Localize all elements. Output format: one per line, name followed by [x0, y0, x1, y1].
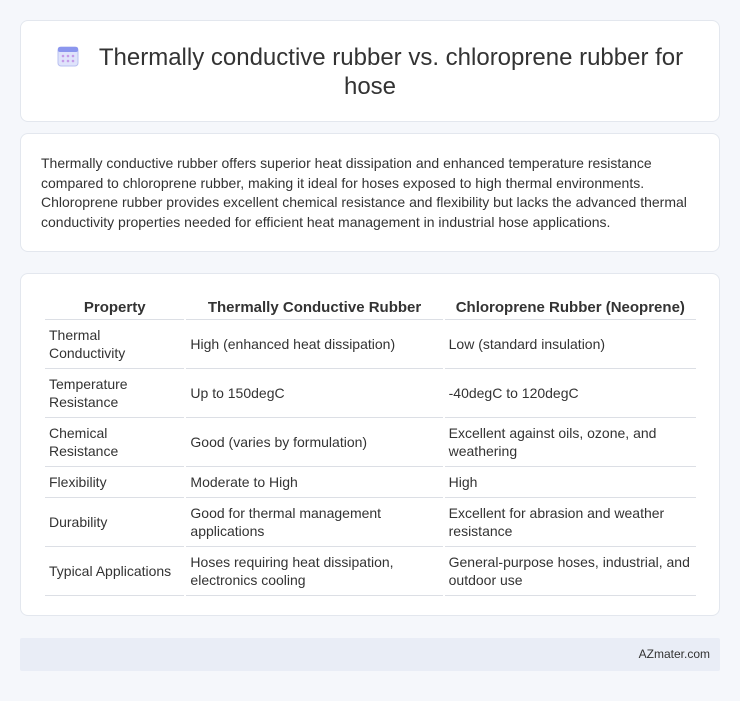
property-cell: Temperature Resistance: [45, 369, 184, 418]
property-cell: Durability: [45, 498, 184, 547]
property-cell: Thermal Conductivity: [45, 320, 184, 369]
header-chloroprene: Chloroprene Rubber (Neoprene): [445, 296, 696, 320]
thermally-conductive-cell: Hoses requiring heat dissipation, electronics cooling: [186, 547, 442, 596]
thermally-conductive-cell: High (enhanced heat dissipation): [186, 320, 442, 369]
chloroprene-cell: Low (standard insulation): [445, 320, 696, 369]
chloroprene-cell: General-purpose hoses, industrial, and outdoor use: [445, 547, 696, 596]
property-cell: Typical Applications: [45, 547, 184, 596]
chloroprene-cell: Excellent for abrasion and weather resistance: [445, 498, 696, 547]
property-cell: Flexibility: [45, 467, 184, 498]
summary-text: Thermally conductive rubber offers superior heat dissipation and enhanced temperature resistance compared to chloroprene rubber, making it ideal for hoses exposed to high thermal environments. Chloroprene rubber provides excellent chemical resistance and flexibility but lacks the advanced thermal conductivity properties needed for efficient heat management in industrial hose applications.: [41, 155, 687, 230]
property-cell: Chemical Resistance: [45, 418, 184, 467]
chloroprene-cell: Excellent against oils, ozone, and weathering: [445, 418, 696, 467]
comparison-card: [20, 273, 720, 616]
chloroprene-cell: -40degC to 120degC: [445, 369, 696, 418]
page-title-wrap: [21, 43, 719, 101]
thermally-conductive-cell: Moderate to High: [186, 467, 442, 498]
summary-card: [20, 133, 720, 252]
table-row: [45, 498, 696, 547]
thermally-conductive-cell: Good (varies by formulation): [186, 418, 442, 467]
title-card: [20, 20, 720, 122]
table-header-row: [45, 296, 696, 320]
table-row: [45, 418, 696, 467]
footer-brand: AZmater.com: [638, 647, 710, 661]
table-row: [45, 320, 696, 369]
thermally-conductive-cell: Up to 150degC: [186, 369, 442, 418]
page-title: Thermally conductive rubber vs. chloroprene rubber for hose: [98, 44, 684, 100]
table-row: [45, 467, 696, 498]
table-row: [45, 547, 696, 596]
header-thermally-conductive: Thermally Conductive Rubber: [186, 296, 442, 320]
table-row: [45, 369, 696, 418]
footer-bar: [20, 638, 720, 671]
header-property: Property: [45, 296, 184, 320]
chloroprene-cell: High: [445, 467, 696, 498]
comparison-table: [43, 296, 698, 596]
document-calendar-icon: [57, 45, 79, 67]
thermally-conductive-cell: Good for thermal management applications: [186, 498, 442, 547]
